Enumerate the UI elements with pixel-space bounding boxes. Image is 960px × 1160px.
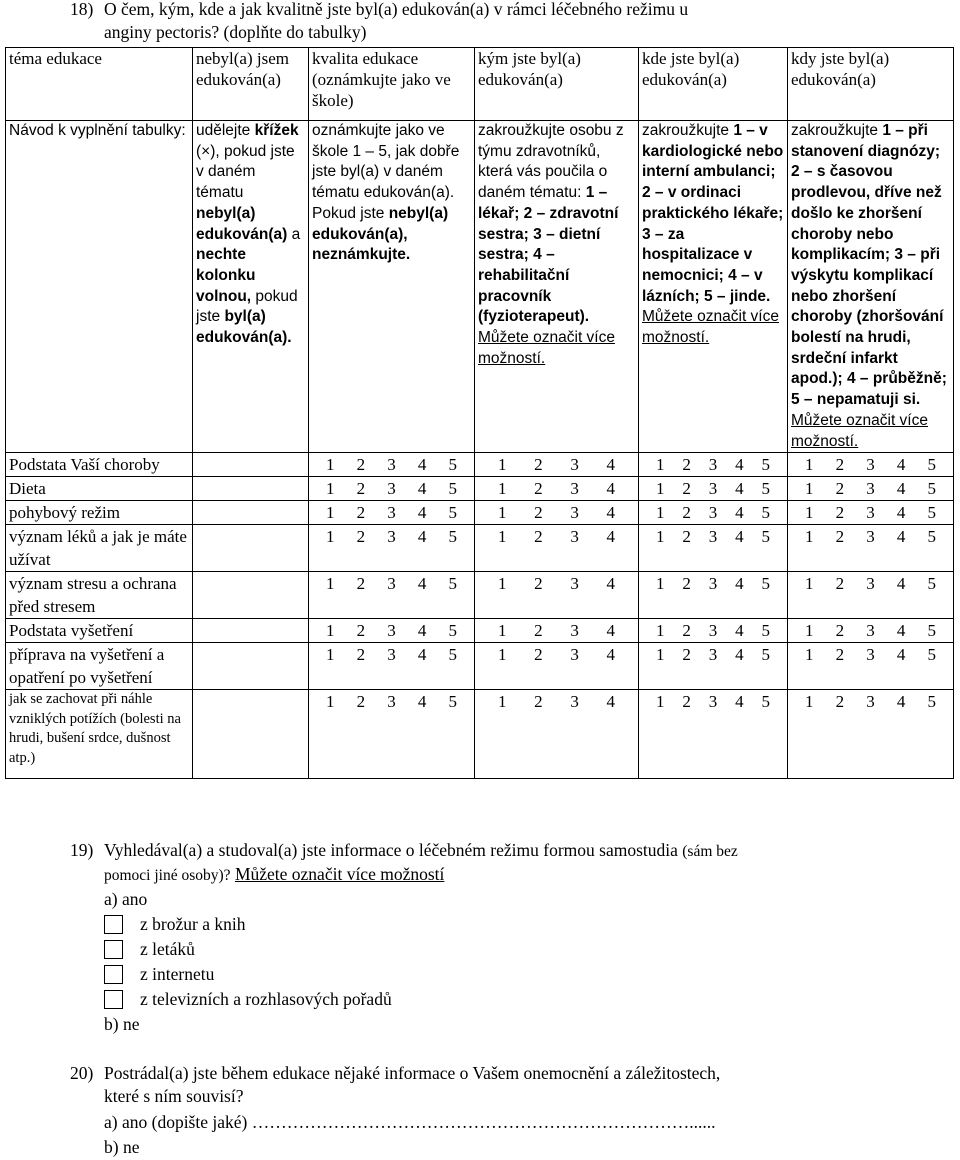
who-scale-option[interactable]: 4 bbox=[606, 574, 615, 594]
who-scale-cell bbox=[475, 690, 639, 779]
not-educated-cell[interactable] bbox=[193, 643, 309, 690]
when-scale-option[interactable]: 5 bbox=[927, 692, 936, 712]
when-scale-option[interactable]: 5 bbox=[927, 621, 936, 641]
quality-scale-cell bbox=[309, 643, 475, 690]
who-scale-cell bbox=[475, 619, 639, 643]
where-scale-option[interactable]: 4 bbox=[735, 645, 744, 665]
table-row bbox=[6, 525, 954, 572]
where-scale-option[interactable]: 3 bbox=[708, 503, 718, 523]
where-scale-option[interactable]: 4 bbox=[735, 503, 744, 523]
who-scale-option[interactable]: 1 bbox=[498, 692, 507, 712]
checkbox[interactable] bbox=[104, 940, 123, 959]
quality-scale-option[interactable]: 1 bbox=[326, 574, 335, 594]
when-scale-option[interactable]: 2 bbox=[835, 574, 845, 594]
table-row bbox=[6, 572, 954, 619]
quality-scale-cell bbox=[309, 572, 475, 619]
sub-option-label: z letáků bbox=[140, 939, 195, 959]
who-scale-cell bbox=[475, 501, 639, 525]
row-topic: pohybový režim bbox=[6, 501, 193, 525]
where-scale-cell bbox=[639, 477, 788, 501]
quality-scale-option[interactable]: 3 bbox=[387, 479, 396, 499]
not-educated-cell[interactable] bbox=[193, 453, 309, 477]
when-scale-option[interactable]: 1 bbox=[805, 527, 814, 547]
quality-scale-option[interactable]: 3 bbox=[387, 503, 396, 523]
option-yes-specify[interactable]: a) ano (dopište jaké) …………………………………………………………………...... bbox=[104, 1112, 716, 1132]
when-scale-option[interactable]: 3 bbox=[866, 527, 875, 547]
where-scale-option[interactable]: 1 bbox=[656, 455, 665, 475]
instructions-when bbox=[788, 121, 954, 453]
where-scale-option[interactable]: 3 bbox=[708, 455, 718, 475]
instr-underline: Můžete označit více možností. bbox=[791, 411, 928, 450]
when-scale-option[interactable]: 3 bbox=[866, 479, 875, 499]
when-scale-option[interactable]: 5 bbox=[927, 479, 936, 499]
not-educated-cell[interactable] bbox=[193, 501, 309, 525]
instr-text: udělejte bbox=[196, 122, 255, 139]
quality-scale-option[interactable]: 3 bbox=[387, 621, 396, 641]
instr-bold: 1 – v kardiologické nebo interní ambulanci; 2 – v ordinaci praktického lékaře; 3 – za hospitalizace v nemocnici; 4 – v lázních; 5 – jinde. bbox=[642, 122, 784, 305]
where-scale-cell bbox=[639, 572, 788, 619]
row-topic: Podstata vyšetření bbox=[6, 619, 193, 643]
who-scale-option[interactable]: 2 bbox=[534, 574, 543, 594]
where-scale-option[interactable]: 3 bbox=[708, 645, 718, 665]
instructions-quality bbox=[309, 121, 475, 453]
when-scale-cell bbox=[788, 572, 954, 619]
where-scale-option[interactable]: 3 bbox=[708, 527, 718, 547]
who-scale-option[interactable]: 4 bbox=[606, 503, 615, 523]
quality-scale-option[interactable]: 1 bbox=[326, 692, 335, 712]
when-scale-option[interactable]: 3 bbox=[866, 621, 875, 641]
instr-bold: byl(a) edukován(a). bbox=[196, 308, 292, 347]
instr-text: oznámkujte jako ve škole 1 – 5, jak dobře jste byl(a) v daném tématu edukován(a). Pokud jste bbox=[312, 122, 460, 222]
header-quality: kvalita edukace (oznámkujte jako ve škole) bbox=[309, 48, 475, 121]
checkbox[interactable] bbox=[104, 915, 123, 934]
when-scale-option[interactable]: 1 bbox=[805, 503, 814, 523]
who-scale-option[interactable]: 4 bbox=[606, 692, 615, 712]
where-scale-option[interactable]: 5 bbox=[761, 455, 770, 475]
sub-option-label: z internetu bbox=[140, 964, 215, 984]
question-number: 18) bbox=[70, 0, 94, 19]
when-scale-option[interactable]: 2 bbox=[835, 455, 845, 475]
question-19-title bbox=[70, 839, 738, 887]
quality-scale-option[interactable]: 5 bbox=[448, 527, 457, 547]
when-scale-option[interactable]: 2 bbox=[835, 479, 845, 499]
where-scale-option[interactable]: 4 bbox=[735, 621, 744, 641]
where-scale-cell bbox=[639, 453, 788, 477]
instr-bold: 1 – při stanovení diagnózy; 2 – s časovou prodlevou, dříve než došlo ke zhoršení choroby nebo komplikacím; 3 – při výskytu komplikací nebo zhoršení choroby (zhoršování bolestí na hrudi, srdeční infarkt apod.); 4 – průběžně; 5 – nepamatuji si. bbox=[791, 122, 947, 409]
quality-scale-option[interactable]: 4 bbox=[417, 621, 427, 641]
when-scale-option[interactable]: 3 bbox=[866, 503, 875, 523]
quality-scale-option[interactable]: 2 bbox=[356, 479, 366, 499]
who-scale-option[interactable]: 2 bbox=[534, 479, 543, 499]
header-not-educated: nebyl(a) jsem edukován(a) bbox=[193, 48, 309, 121]
when-scale-option[interactable]: 2 bbox=[835, 527, 845, 547]
where-scale-option[interactable]: 3 bbox=[708, 621, 718, 641]
when-scale-option[interactable]: 5 bbox=[927, 455, 936, 475]
who-scale-cell bbox=[475, 572, 639, 619]
quality-scale-option[interactable]: 3 bbox=[387, 645, 396, 665]
quality-scale-option[interactable]: 2 bbox=[356, 455, 366, 475]
who-scale-option[interactable]: 4 bbox=[606, 455, 615, 475]
when-scale-cell bbox=[788, 453, 954, 477]
when-scale-option[interactable]: 2 bbox=[835, 692, 845, 712]
row-topic: význam léků a jak je máte užívat bbox=[6, 525, 193, 572]
sub-option bbox=[104, 987, 392, 1012]
row-topic: jak se zachovat při náhle vzniklých potížích (bolesti na hrudi, bušení srdce, dušnost atp.) bbox=[6, 690, 193, 779]
where-scale-option[interactable]: 2 bbox=[682, 692, 691, 712]
quality-scale-option[interactable]: 1 bbox=[326, 621, 335, 641]
instructions-who bbox=[475, 121, 639, 453]
quality-scale-option[interactable]: 4 bbox=[417, 479, 427, 499]
where-scale-cell bbox=[639, 525, 788, 572]
quality-scale-option[interactable]: 1 bbox=[326, 479, 335, 499]
question-note: (sám bez bbox=[682, 843, 738, 860]
quality-scale-option[interactable]: 2 bbox=[356, 692, 366, 712]
quality-scale-option[interactable]: 3 bbox=[387, 574, 396, 594]
table-row bbox=[6, 501, 954, 525]
where-scale-option[interactable]: 2 bbox=[682, 621, 691, 641]
when-scale-option[interactable]: 4 bbox=[896, 527, 906, 547]
who-scale-option[interactable]: 4 bbox=[606, 527, 615, 547]
instr-text: zakroužkujte bbox=[791, 122, 879, 139]
who-scale-option[interactable]: 1 bbox=[498, 455, 507, 475]
when-scale-option[interactable]: 1 bbox=[805, 645, 814, 665]
instr-text: a bbox=[287, 225, 301, 243]
quality-scale-option[interactable]: 1 bbox=[326, 527, 335, 547]
option-no[interactable]: b) ne bbox=[104, 1137, 140, 1157]
sub-option-label: z televizních a rozhlasových pořadů bbox=[140, 989, 392, 1009]
when-scale-option[interactable]: 3 bbox=[866, 645, 875, 665]
quality-scale-option[interactable]: 4 bbox=[417, 645, 427, 665]
quality-scale-option[interactable]: 2 bbox=[356, 503, 366, 523]
not-educated-cell[interactable] bbox=[193, 525, 309, 572]
who-scale-option[interactable]: 3 bbox=[570, 527, 579, 547]
who-scale-option[interactable]: 1 bbox=[498, 574, 507, 594]
when-scale-option[interactable]: 3 bbox=[866, 574, 875, 594]
quality-scale-option[interactable]: 5 bbox=[448, 692, 457, 712]
not-educated-cell[interactable] bbox=[193, 477, 309, 501]
when-scale-option[interactable]: 4 bbox=[896, 645, 906, 665]
who-scale-option[interactable]: 1 bbox=[498, 479, 507, 499]
instr-underline: Můžete označit více možností. bbox=[478, 329, 615, 367]
quality-scale-option[interactable]: 4 bbox=[417, 527, 427, 547]
question-number: 19) bbox=[70, 840, 94, 860]
question-19-options bbox=[104, 887, 392, 1037]
where-scale-option[interactable]: 2 bbox=[682, 503, 691, 523]
sub-option bbox=[104, 912, 392, 937]
instr-bold: nebyl(a) edukován(a), neznámkujte. bbox=[312, 204, 449, 264]
quality-scale-option[interactable]: 2 bbox=[356, 574, 366, 594]
quality-scale-cell bbox=[309, 453, 475, 477]
instructions-not-educated bbox=[193, 121, 309, 453]
where-scale-option[interactable]: 1 bbox=[656, 574, 665, 594]
instructions-where bbox=[639, 121, 788, 453]
quality-scale-option[interactable]: 5 bbox=[448, 479, 457, 499]
who-scale-option[interactable]: 3 bbox=[570, 574, 579, 594]
when-scale-option[interactable]: 4 bbox=[896, 621, 906, 641]
education-table bbox=[5, 47, 954, 779]
who-scale-option[interactable]: 2 bbox=[534, 527, 543, 547]
instr-text: (×), pokud jste v daném tématu bbox=[196, 142, 295, 202]
when-scale-option[interactable]: 5 bbox=[927, 527, 936, 547]
who-scale-option[interactable]: 2 bbox=[534, 645, 543, 665]
instr-underline: Můžete označit více možností. bbox=[642, 308, 779, 347]
question-number: 20) bbox=[70, 1063, 94, 1083]
who-scale-option[interactable]: 2 bbox=[534, 692, 543, 712]
quality-scale-option[interactable]: 5 bbox=[448, 574, 457, 594]
who-scale-option[interactable]: 3 bbox=[570, 455, 579, 475]
where-scale-option[interactable]: 1 bbox=[656, 527, 665, 547]
instructions-row bbox=[6, 121, 954, 453]
where-scale-option[interactable]: 4 bbox=[735, 479, 744, 499]
where-scale-option[interactable]: 1 bbox=[656, 692, 665, 712]
quality-scale-option[interactable]: 2 bbox=[356, 527, 366, 547]
question-note: pomoci jiné osoby)? bbox=[104, 867, 231, 884]
when-scale-cell bbox=[788, 619, 954, 643]
where-scale-option[interactable]: 3 bbox=[708, 479, 718, 499]
when-scale-option[interactable]: 2 bbox=[835, 645, 845, 665]
not-educated-cell[interactable] bbox=[193, 690, 309, 779]
quality-scale-option[interactable]: 2 bbox=[356, 621, 366, 641]
where-scale-option[interactable]: 5 bbox=[761, 479, 770, 499]
who-scale-option[interactable]: 3 bbox=[570, 503, 579, 523]
who-scale-option[interactable]: 3 bbox=[570, 479, 579, 499]
quality-scale-option[interactable]: 4 bbox=[417, 692, 427, 712]
where-scale-option[interactable]: 2 bbox=[682, 455, 691, 475]
table-row bbox=[6, 690, 954, 779]
sub-option-label: z brožur a knih bbox=[140, 914, 246, 934]
where-scale-cell bbox=[639, 619, 788, 643]
who-scale-cell bbox=[475, 477, 639, 501]
who-scale-cell bbox=[475, 525, 639, 572]
where-scale-option[interactable]: 5 bbox=[761, 503, 770, 523]
header-topic: téma edukace bbox=[6, 48, 193, 121]
quality-scale-cell bbox=[309, 477, 475, 501]
who-scale-option[interactable]: 2 bbox=[534, 621, 543, 641]
where-scale-option[interactable]: 4 bbox=[735, 527, 744, 547]
question-20-title bbox=[70, 1062, 720, 1108]
where-scale-option[interactable]: 2 bbox=[682, 479, 691, 499]
where-scale-option[interactable]: 1 bbox=[656, 645, 665, 665]
where-scale-cell bbox=[639, 643, 788, 690]
checkbox[interactable] bbox=[104, 965, 123, 984]
quality-scale-option[interactable]: 5 bbox=[448, 455, 457, 475]
quality-scale-option[interactable]: 5 bbox=[448, 645, 457, 665]
where-scale-option[interactable]: 1 bbox=[656, 503, 665, 523]
question-18-title bbox=[70, 0, 688, 44]
option-yes[interactable]: a) ano bbox=[104, 889, 148, 909]
where-scale-cell bbox=[639, 690, 788, 779]
when-scale-option[interactable]: 5 bbox=[927, 574, 936, 594]
who-scale-option[interactable]: 1 bbox=[498, 621, 507, 641]
where-scale-option[interactable]: 3 bbox=[708, 574, 718, 594]
where-scale-option[interactable]: 5 bbox=[761, 621, 770, 641]
instr-bold: 1 – lékař; 2 – zdravotní sestra; 3 – dietní sestra; 4 – rehabilitační pracovník (fyzioterapeut). bbox=[478, 184, 619, 326]
header-who: kým jste byl(a) edukován(a) bbox=[475, 48, 639, 121]
when-scale-option[interactable]: 4 bbox=[896, 479, 906, 499]
question-hint: Můžete označit více možností bbox=[234, 864, 445, 884]
quality-scale-option[interactable]: 3 bbox=[387, 692, 396, 712]
quality-scale-option[interactable]: 3 bbox=[387, 527, 396, 547]
header-when: kdy jste byl(a) edukován(a) bbox=[788, 48, 954, 121]
question-text: Postrádal(a) jste během edukace nějaké informace o Vašem onemocnění a záležitostech, bbox=[104, 1063, 721, 1083]
option-no[interactable]: b) ne bbox=[104, 1014, 140, 1034]
row-topic: význam stresu a ochrana před stresem bbox=[6, 572, 193, 619]
who-scale-option[interactable]: 4 bbox=[606, 479, 615, 499]
who-scale-option[interactable]: 4 bbox=[606, 645, 615, 665]
where-scale-option[interactable]: 4 bbox=[735, 455, 744, 475]
quality-scale-option[interactable]: 4 bbox=[417, 574, 427, 594]
table-row bbox=[6, 477, 954, 501]
checkbox[interactable] bbox=[104, 990, 123, 1009]
when-scale-cell bbox=[788, 643, 954, 690]
quality-scale-option[interactable]: 1 bbox=[326, 503, 335, 523]
when-scale-option[interactable]: 4 bbox=[896, 692, 906, 712]
not-educated-cell[interactable] bbox=[193, 572, 309, 619]
when-scale-option[interactable]: 2 bbox=[835, 621, 845, 641]
row-topic: Dieta bbox=[6, 477, 193, 501]
where-scale-option[interactable]: 2 bbox=[682, 574, 691, 594]
quality-scale-option[interactable]: 1 bbox=[326, 455, 335, 475]
quality-scale-option[interactable]: 5 bbox=[448, 621, 457, 641]
where-scale-option[interactable]: 2 bbox=[682, 645, 691, 665]
when-scale-option[interactable]: 4 bbox=[896, 574, 906, 594]
where-scale-option[interactable]: 5 bbox=[761, 527, 770, 547]
quality-scale-cell bbox=[309, 690, 475, 779]
when-scale-option[interactable]: 1 bbox=[805, 621, 814, 641]
where-scale-option[interactable]: 5 bbox=[761, 645, 770, 665]
instructions-label: Návod k vyplnění tabulky: bbox=[6, 121, 193, 453]
who-scale-option[interactable]: 2 bbox=[534, 503, 543, 523]
row-topic: Podstata Vaší choroby bbox=[6, 453, 193, 477]
who-scale-cell bbox=[475, 643, 639, 690]
question-text: O čem, kým, kde a jak kvalitně jste byl(a) edukován(a) v rámci léčebného režimu u bbox=[104, 0, 689, 19]
where-scale-option[interactable]: 3 bbox=[708, 692, 718, 712]
when-scale-option[interactable]: 5 bbox=[927, 645, 936, 665]
when-scale-option[interactable]: 3 bbox=[866, 455, 875, 475]
instr-bold: nebyl(a) edukován(a) bbox=[196, 204, 288, 243]
where-scale-option[interactable]: 2 bbox=[682, 527, 691, 547]
when-scale-option[interactable]: 4 bbox=[896, 455, 906, 475]
when-scale-cell bbox=[788, 501, 954, 525]
who-scale-cell bbox=[475, 453, 639, 477]
who-scale-option[interactable]: 3 bbox=[570, 692, 579, 712]
where-scale-cell bbox=[639, 501, 788, 525]
question-text: Vyhledával(a) a studoval(a) jste informace o léčebném režimu formou samostudia bbox=[104, 840, 678, 860]
when-scale-option[interactable]: 5 bbox=[927, 503, 936, 523]
where-scale-option[interactable]: 5 bbox=[761, 692, 770, 712]
quality-scale-cell bbox=[309, 501, 475, 525]
table-header-row bbox=[6, 48, 954, 121]
who-scale-option[interactable]: 4 bbox=[606, 621, 615, 641]
quality-scale-option[interactable]: 3 bbox=[387, 455, 396, 475]
quality-scale-option[interactable]: 4 bbox=[417, 503, 427, 523]
question-text: anginy pectoris? (doplňte do tabulky) bbox=[104, 22, 367, 42]
where-scale-option[interactable]: 5 bbox=[761, 574, 770, 594]
when-scale-cell bbox=[788, 477, 954, 501]
sub-option bbox=[104, 937, 392, 962]
quality-scale-option[interactable]: 2 bbox=[356, 645, 366, 665]
where-scale-option[interactable]: 1 bbox=[656, 621, 665, 641]
quality-scale-cell bbox=[309, 525, 475, 572]
when-scale-option[interactable]: 2 bbox=[835, 503, 845, 523]
when-scale-option[interactable]: 1 bbox=[805, 574, 814, 594]
who-scale-option[interactable]: 2 bbox=[534, 455, 543, 475]
when-scale-option[interactable]: 4 bbox=[896, 503, 906, 523]
who-scale-option[interactable]: 1 bbox=[498, 503, 507, 523]
when-scale-option[interactable]: 1 bbox=[805, 692, 814, 712]
who-scale-option[interactable]: 1 bbox=[498, 645, 507, 665]
where-scale-option[interactable]: 4 bbox=[735, 574, 744, 594]
instr-text: zakroužkujte bbox=[642, 122, 730, 139]
quality-scale-option[interactable]: 1 bbox=[326, 645, 335, 665]
where-scale-option[interactable]: 1 bbox=[656, 479, 665, 499]
question-text: které s ním souvisí? bbox=[104, 1086, 244, 1106]
instr-text: zakroužkujte osobu z týmu zdravotníků, která vás poučila o daném tématu: bbox=[478, 122, 624, 202]
row-topic: příprava na vyšetření a opatření po vyšetření bbox=[6, 643, 193, 690]
question-20-options bbox=[104, 1110, 715, 1160]
sub-option bbox=[104, 962, 392, 987]
who-scale-option[interactable]: 3 bbox=[570, 645, 579, 665]
quality-scale-option[interactable]: 4 bbox=[417, 455, 427, 475]
where-scale-option[interactable]: 4 bbox=[735, 692, 744, 712]
instr-text: pokud jste bbox=[196, 287, 298, 326]
when-scale-option[interactable]: 1 bbox=[805, 479, 814, 499]
who-scale-option[interactable]: 1 bbox=[498, 527, 507, 547]
header-where: kde jste byl(a) edukován(a) bbox=[639, 48, 788, 121]
when-scale-cell bbox=[788, 690, 954, 779]
quality-scale-option[interactable]: 5 bbox=[448, 503, 457, 523]
instr-bold: nechte kolonku volnou, bbox=[196, 246, 256, 305]
table-row bbox=[6, 453, 954, 477]
quality-scale-cell bbox=[309, 619, 475, 643]
instr-bold: křížek bbox=[254, 122, 299, 139]
when-scale-option[interactable]: 1 bbox=[805, 455, 814, 475]
when-scale-option[interactable]: 3 bbox=[866, 692, 875, 712]
table-row bbox=[6, 643, 954, 690]
not-educated-cell[interactable] bbox=[193, 619, 309, 643]
table-row bbox=[6, 619, 954, 643]
when-scale-cell bbox=[788, 525, 954, 572]
who-scale-option[interactable]: 3 bbox=[570, 621, 579, 641]
